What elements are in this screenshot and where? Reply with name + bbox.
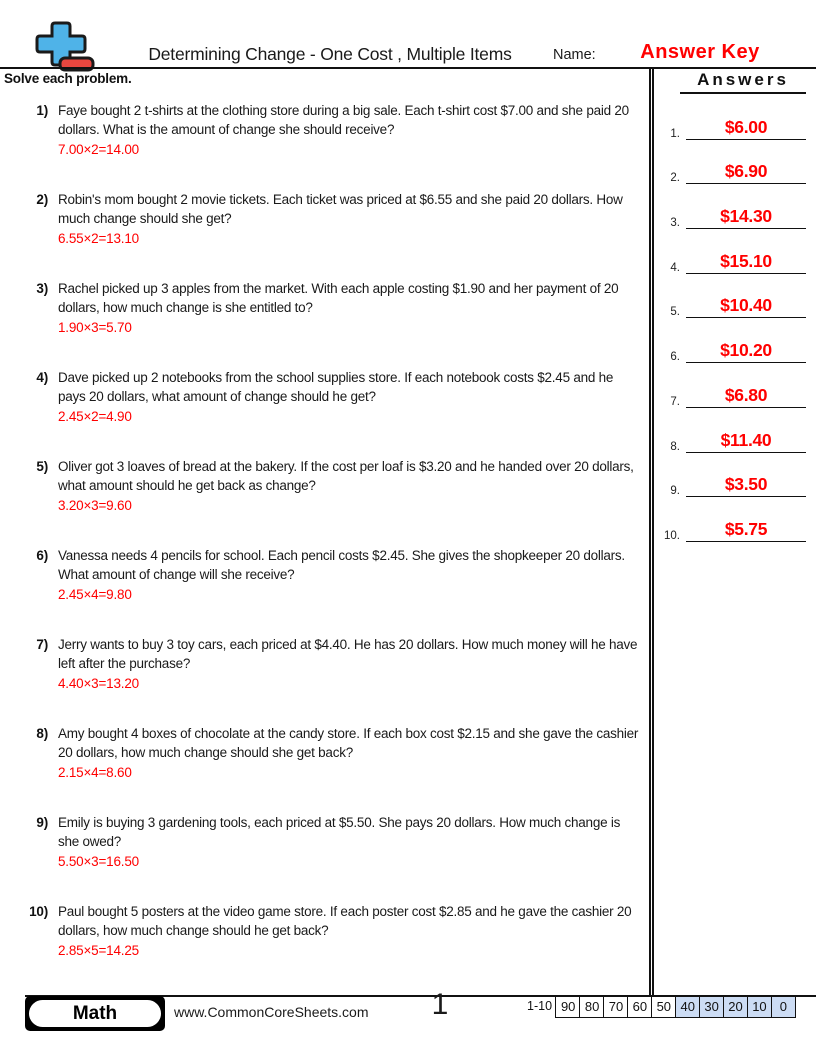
problem-number: 8) (36, 726, 48, 741)
problem-text: Oliver got 3 loaves of bread at the bakery. If the cost per loaf is $3.20 and he handed over 20 dollars, what amount should he get back as change? (58, 459, 634, 494)
answer-row-6 (656, 318, 806, 363)
answer-row-7 (656, 363, 806, 408)
problem-6 (23, 546, 641, 635)
problem-3 (23, 279, 641, 368)
answer-value: $6.80 (724, 384, 768, 405)
score-table (527, 996, 796, 1018)
answer-value: $14.30 (720, 206, 772, 227)
problem-work: 2.85×5=14.25 (58, 942, 139, 958)
score-cell: 20 (723, 996, 749, 1018)
answer-value: $11.40 (720, 429, 772, 450)
problem-text: Dave picked up 2 notebooks from the school supplies store. If each notebook costs $2.45 and he pays 20 dollars, what amount of change should he get? (58, 370, 614, 405)
problem-number: 7) (36, 637, 48, 652)
score-cell: 30 (699, 996, 725, 1018)
answer-number: 9. (670, 485, 680, 498)
problem-number: 3) (36, 281, 48, 296)
answers-list (656, 95, 806, 542)
score-cell: 10 (747, 996, 773, 1018)
problem-text: Jerry wants to buy 3 toy cars, each priced at $4.40. He has 20 dollars. How much money will he have left after the purchase? (58, 637, 638, 672)
answer-number: 8. (670, 440, 680, 453)
score-cell: 0 (771, 996, 797, 1018)
problem-work: 2.45×2=4.90 (58, 408, 132, 424)
problem-text: Paul bought 5 posters at the video game store. If each poster cost $2.85 and he gave the cashier 20 dollars, how much change should he get back? (58, 904, 632, 939)
name-label: Name: (553, 47, 596, 63)
problem-work: 7.00×2=14.00 (58, 141, 139, 157)
problem-5 (23, 457, 641, 546)
score-cell: 80 (579, 996, 605, 1018)
answer-number: 4. (670, 261, 680, 274)
answer-row-9 (656, 453, 806, 498)
score-boxes (557, 996, 796, 1018)
answer-number: 7. (670, 395, 680, 408)
answer-blank-line (686, 295, 806, 318)
problem-number: 6) (36, 548, 48, 563)
score-range-label: 1-10 (527, 999, 553, 1013)
answer-blank-line (686, 251, 806, 274)
answer-row-10 (656, 497, 806, 542)
problem-8 (23, 724, 641, 813)
problem-text: Faye bought 2 t-shirts at the clothing store during a big sale. Each t-shirt cost $7.00 and she paid 20 dollars. What is the amount of change she should receive? (58, 103, 629, 138)
problem-9 (23, 813, 641, 902)
answer-number: 1. (670, 127, 680, 140)
problem-work: 6.55×2=13.10 (58, 230, 139, 246)
answer-number: 5. (670, 306, 680, 319)
math-subject-badge (25, 996, 165, 1031)
answer-value: $10.20 (720, 340, 772, 361)
problem-number: 1) (36, 103, 48, 118)
problem-number: 5) (36, 459, 48, 474)
answer-value: $5.75 (724, 518, 768, 539)
problem-work: 4.40×3=13.20 (58, 675, 139, 691)
answer-blank-line (686, 385, 806, 408)
answer-row-4 (656, 229, 806, 274)
problem-2 (23, 190, 641, 279)
problem-1 (23, 101, 641, 190)
answer-blank-line (686, 519, 806, 542)
problem-work: 2.15×4=8.60 (58, 764, 132, 780)
problem-text: Robin's mom bought 2 movie tickets. Each ticket was priced at $6.55 and she paid 20 dollars. How much change should she get? (58, 192, 623, 227)
answer-number: 6. (670, 351, 680, 364)
answer-blank-line (686, 340, 806, 363)
problem-work: 1.90×3=5.70 (58, 319, 132, 335)
problem-number: 4) (36, 370, 48, 385)
name-value-answer-key: Answer Key (640, 41, 760, 63)
problem-number: 2) (36, 192, 48, 207)
answer-value: $6.00 (724, 116, 768, 137)
problem-number: 10) (29, 904, 48, 919)
answer-number: 10. (664, 529, 680, 542)
answer-row-3 (656, 184, 806, 229)
answer-number: 3. (670, 217, 680, 230)
page-number: 1 (431, 988, 449, 1021)
answer-blank-line (686, 117, 806, 140)
problem-text: Emily is buying 3 gardening tools, each priced at $5.50. She pays 20 dollars. How much change is she owed? (58, 815, 621, 850)
answer-value: $15.10 (720, 250, 772, 271)
score-cell: 50 (651, 996, 677, 1018)
website-link[interactable]: www.CommonCoreSheets.com (174, 1004, 369, 1020)
score-cell: 40 (675, 996, 701, 1018)
score-cell: 90 (555, 996, 581, 1018)
answer-value: $10.40 (720, 295, 772, 316)
answer-blank-line (686, 474, 806, 497)
problem-work: 5.50×3=16.50 (58, 853, 139, 869)
problem-text: Amy bought 4 boxes of chocolate at the candy store. If each box cost $2.15 and she gave the cashier 20 dollars, how much change should she get back? (58, 726, 639, 761)
problems-list (23, 101, 641, 991)
answer-blank-line (686, 430, 806, 453)
answer-row-8 (656, 408, 806, 453)
answer-row-5 (656, 274, 806, 319)
header-rule (0, 67, 816, 70)
answer-number: 2. (670, 172, 680, 185)
answer-row-1 (656, 95, 806, 140)
answers-divider-line (649, 68, 654, 995)
instruction-text: Solve each problem. (4, 71, 132, 86)
answer-blank-line (686, 206, 806, 229)
answer-value: $6.90 (724, 161, 768, 182)
subject-label: Math (72, 1002, 118, 1024)
problem-work: 3.20×3=9.60 (58, 497, 132, 513)
score-cell: 60 (627, 996, 653, 1018)
problem-work: 2.45×4=9.80 (58, 586, 132, 602)
score-cell: 70 (603, 996, 629, 1018)
problem-text: Rachel picked up 3 apples from the market. With each apple costing $1.90 and her payment of 20 dollars, how much change is she entitled to? (58, 281, 619, 316)
problem-7 (23, 635, 641, 724)
answer-row-2 (656, 140, 806, 185)
answer-value: $3.50 (724, 474, 768, 495)
answers-title: Answers (680, 70, 806, 94)
problem-4 (23, 368, 641, 457)
problem-text: Vanessa needs 4 pencils for school. Each pencil costs $2.45. She gives the shopkeeper 20 dollars. What amount of change will she receive? (58, 548, 625, 583)
page-title: Determining Change - One Cost , Multiple Items (148, 44, 512, 64)
problem-10 (23, 902, 641, 991)
answer-blank-line (686, 161, 806, 184)
problem-number: 9) (36, 815, 48, 830)
